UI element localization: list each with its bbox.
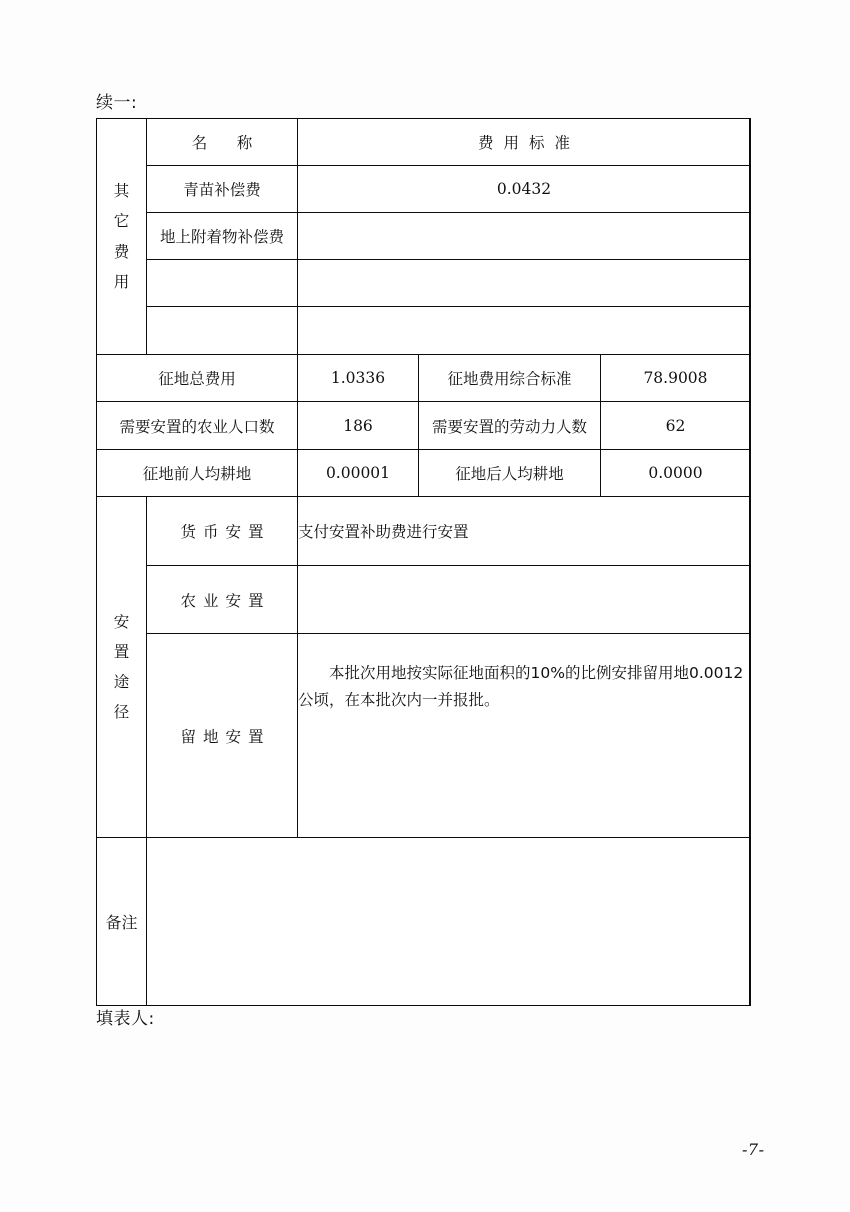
summary-label-total-cost: 征地总费用: [97, 355, 298, 402]
land-requisition-table-wrapper: [96, 118, 750, 1006]
summary-value-farmland-after: 0.0000: [601, 450, 751, 497]
other-fees-label-char-3: 用: [113, 272, 130, 291]
fee-item-name-1: 地上附着物补偿费: [147, 213, 298, 260]
fee-item-standard-0: 0.0432: [298, 166, 751, 213]
resettlement-description-land-reserved: [298, 634, 751, 838]
summary-value-agri-population: 186: [298, 402, 419, 450]
fee-item-name-0: 青苗补偿费: [147, 166, 298, 213]
resettlement-label-char-0: 安: [113, 612, 130, 631]
summary-value-farmland-before: 0.00001: [298, 450, 419, 497]
resettlement-description-text: 本批次用地按实际征地面积的10%的比例安排留用地0.0012公顷，在本批次内一并报批。: [298, 664, 744, 709]
summary-label-agri-population: 需要安置的农业人口数: [97, 402, 298, 450]
table-row-fee-item: [97, 213, 751, 260]
resettlement-method-land-reserved: 留地安置: [147, 634, 298, 838]
other-fees-label-char-1: 它: [113, 212, 130, 231]
table-row-other-fees-header: [97, 119, 751, 166]
remarks-label: 备注: [97, 838, 147, 1006]
table-row-remarks: [97, 838, 751, 1006]
resettlement-label-char-1: 置: [113, 642, 130, 661]
table-row-fee-item: [97, 166, 751, 213]
summary-value-total-cost: 1.0336: [298, 355, 419, 402]
remarks-content: [147, 838, 751, 1006]
other-fees-label-char-2: 费: [113, 242, 130, 261]
table-row-resettlement: [97, 497, 751, 566]
other-fees-label-char-0: 其: [113, 182, 130, 201]
resettlement-label-char-3: 径: [113, 703, 130, 722]
resettlement-method-agricultural: 农业安置: [147, 566, 298, 634]
summary-value-labor-count: 62: [601, 402, 751, 450]
fee-item-name-2: [147, 260, 298, 307]
table-row-resettlement: [97, 566, 751, 634]
form-filler-label: 填表人:: [96, 1009, 155, 1029]
fee-item-standard-1: [298, 213, 751, 260]
fee-item-standard-2: [298, 260, 751, 307]
table-row-summary: [97, 402, 751, 450]
summary-value-comprehensive-standard: 78.9008: [601, 355, 751, 402]
table-row-fee-item: [97, 307, 751, 355]
table-row-summary: [97, 355, 751, 402]
resettlement-description-monetary: 支付安置补助费进行安置: [298, 497, 751, 566]
summary-label-farmland-before: 征地前人均耕地: [97, 450, 298, 497]
column-header-name: 名 称: [147, 119, 298, 166]
resettlement-vertical-label: [97, 497, 147, 838]
resettlement-label-char-2: 途: [113, 673, 130, 691]
continuation-label: 续一:: [96, 93, 138, 113]
resettlement-method-monetary: 货币安置: [147, 497, 298, 566]
fee-item-standard-3: [298, 307, 751, 355]
resettlement-description-agricultural: [298, 566, 751, 634]
fee-item-name-3: [147, 307, 298, 355]
summary-label-comprehensive-standard: 征地费用综合标准: [419, 355, 601, 402]
table-row-resettlement: [97, 634, 751, 838]
page-number: -7-: [742, 1140, 765, 1159]
summary-label-labor-count: 需要安置的劳动力人数: [419, 402, 601, 450]
other-fees-vertical-label: [97, 119, 147, 355]
table-row-summary: [97, 450, 751, 497]
land-requisition-table: [96, 118, 751, 1006]
summary-label-farmland-after: 征地后人均耕地: [419, 450, 601, 497]
table-row-fee-item: [97, 260, 751, 307]
column-header-fee-standard: 费用标准: [298, 119, 751, 166]
